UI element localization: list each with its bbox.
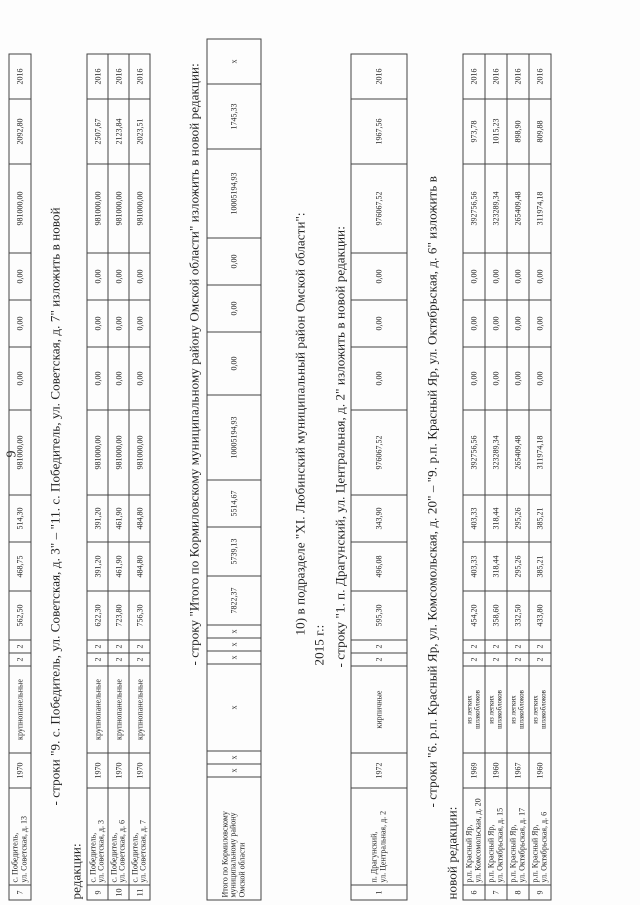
- value-cell: 496,08: [351, 542, 407, 591]
- value-cell: 2016: [351, 54, 407, 99]
- section-text-1a: - строки "9. с. Победитель, ул. Советская, д. 3" – "11. с. Победитель, ул. Советская, д. 7" изложить в новой: [47, 206, 62, 805]
- total-label-cell-line: Омской области: [236, 842, 246, 897]
- entrances-cell: 2: [463, 640, 485, 653]
- value-cell: 2016: [9, 54, 31, 99]
- section-text-3a: 10) в подразделе "XI. Любинский муниципальный район Омской области":: [292, 211, 307, 635]
- value-cell: 343,90: [351, 495, 407, 542]
- value-cell: 461,90: [108, 495, 129, 542]
- material-cell-line: шлакоблоков: [494, 689, 503, 729]
- address-cell-line: ул. Октябрьская, д. 6: [538, 811, 548, 882]
- value-cell: 981000,00: [108, 164, 129, 253]
- floors-cell: 2: [529, 653, 551, 666]
- floors-cell: 2: [129, 653, 150, 666]
- value-cell: 311974,18: [529, 164, 551, 253]
- material-cell-line: шлакоблоков: [538, 689, 547, 729]
- table-top-row: [8, 53, 31, 900]
- address-cell: [129, 788, 150, 885]
- entrances-cell: 2: [507, 640, 529, 653]
- entrances-cell: 2: [87, 640, 108, 653]
- table-row: [463, 54, 485, 900]
- address-cell-line: с. Победитель,: [108, 832, 118, 882]
- row-number: 1: [351, 885, 407, 900]
- value-cell: 392756,56: [463, 164, 485, 253]
- material-cell: крупнопанельные: [108, 666, 129, 753]
- value-cell: 0,00: [507, 347, 529, 410]
- material-cell-line: из легких: [465, 694, 474, 724]
- value-cell: 0,00: [207, 285, 261, 332]
- value-cell: 1745,33: [207, 84, 261, 149]
- value-cell: 0,00: [129, 347, 150, 410]
- address-cell: [9, 788, 31, 885]
- entrances-cell: 2: [108, 640, 129, 653]
- table-rows-9-11: [86, 53, 150, 900]
- row-number: 7: [9, 885, 31, 900]
- value-cell: 595,30: [351, 591, 407, 640]
- value-cell: 0,00: [108, 347, 129, 410]
- table-total-row: [206, 38, 261, 900]
- value-cell: 484,80: [129, 495, 150, 542]
- value-cell: 392756,56: [463, 410, 485, 495]
- table-row: [108, 54, 129, 900]
- address-cell-line: ул. Советская, д. 6: [117, 819, 126, 882]
- entrances-cell: 2: [485, 640, 507, 653]
- address-cell-line: ул. Советская, д. 3: [96, 819, 105, 882]
- table-row: [9, 54, 31, 900]
- material-cell: [463, 666, 485, 753]
- value-cell: 0,00: [129, 300, 150, 347]
- year-cell: 1970: [108, 753, 129, 788]
- material-cell-line: из легких: [531, 694, 540, 724]
- row-number: 7: [485, 885, 507, 900]
- value-cell: 0,00: [463, 300, 485, 347]
- value-cell: 981000,00: [9, 410, 31, 495]
- value-cell: 0,00: [108, 300, 129, 347]
- value-cell: 5514,67: [207, 480, 261, 527]
- value-cell: 385,21: [529, 495, 551, 542]
- value-cell: 433,80: [529, 591, 551, 640]
- material-cell-line: из легких: [509, 694, 518, 724]
- floors-cell: 2: [9, 653, 31, 666]
- value-cell: 981000,00: [129, 410, 150, 495]
- section-text-2: - строку "Итого по Кормиловскому муниципальному району Омской области" изложить в новой редакции:: [186, 62, 201, 665]
- material-cell: крупнопанельные: [129, 666, 150, 753]
- value-cell: 0,00: [507, 300, 529, 347]
- floors-cell: 2: [507, 653, 529, 666]
- address-cell-line: ул. Комсомольская, д. 20: [472, 797, 482, 882]
- total-label-cell-line: муниципальному району: [228, 811, 238, 897]
- address-cell: [485, 788, 507, 885]
- value-cell: 391,20: [87, 542, 108, 591]
- year-cell: 1972: [351, 753, 407, 788]
- material-cell: крупнопанельные: [87, 666, 108, 753]
- value-cell: 562,50: [9, 591, 31, 640]
- address-cell: [507, 788, 529, 885]
- value-cell: 391,20: [87, 495, 108, 542]
- section-text-5b: новой редакции:: [444, 806, 459, 899]
- value-cell: 0,00: [351, 253, 407, 300]
- value-cell: 1967,56: [351, 99, 407, 164]
- value-cell: 0,00: [9, 253, 31, 300]
- address-cell: [529, 788, 551, 885]
- value-cell: 0,00: [485, 253, 507, 300]
- value-cell: 0,00: [463, 347, 485, 410]
- value-cell: 0,00: [87, 253, 108, 300]
- table-row: [507, 54, 529, 900]
- table-rows-6-9: [462, 53, 551, 900]
- address-cell-line: р.п. Красный Яр,: [486, 824, 496, 882]
- year-cell: 1970: [87, 753, 108, 788]
- value-cell: 2507,67: [87, 99, 108, 164]
- value-cell: 2016: [529, 54, 551, 99]
- value-cell: 2023,51: [129, 99, 150, 164]
- value-cell: 981000,00: [87, 410, 108, 495]
- year-cell: 1970: [129, 753, 150, 788]
- value-cell: 0,00: [129, 253, 150, 300]
- value-cell: 295,26: [507, 542, 529, 591]
- address-cell-line: п. Драгунский,: [369, 831, 379, 882]
- address-cell-line: с. Победитель,: [129, 832, 139, 882]
- year-cell: 1960: [529, 753, 551, 788]
- material-cell-line: шлакоблоков: [516, 689, 525, 729]
- value-cell: 981000,00: [9, 164, 31, 253]
- value-cell: 0,00: [9, 347, 31, 410]
- value-cell: 756,30: [129, 591, 150, 640]
- row-number: 11: [129, 885, 150, 900]
- value-cell: 311974,18: [529, 410, 551, 495]
- value-cell: 0,00: [529, 253, 551, 300]
- address-cell: [108, 788, 129, 885]
- row-number: 9: [529, 885, 551, 900]
- value-cell: x: [207, 39, 261, 84]
- value-cell: 10005194,93: [207, 149, 261, 238]
- value-cell: 0,00: [351, 347, 407, 410]
- table-row: [529, 54, 551, 900]
- value-cell: 2016: [507, 54, 529, 99]
- value-cell: 2016: [108, 54, 129, 99]
- value-cell: 318,44: [485, 542, 507, 591]
- x-cell: x: [207, 751, 261, 764]
- x-cell: x: [207, 664, 261, 751]
- value-cell: 0,00: [87, 347, 108, 410]
- value-cell: 323289,34: [485, 164, 507, 253]
- value-cell: 358,60: [485, 591, 507, 640]
- value-cell: 976067,52: [351, 410, 407, 495]
- value-cell: 0,00: [108, 253, 129, 300]
- x-cell: x: [207, 638, 261, 651]
- value-cell: 981000,00: [108, 410, 129, 495]
- address-cell-line: р.п. Красный Яр,: [508, 824, 518, 882]
- value-cell: 0,00: [529, 300, 551, 347]
- total-label-cell: [207, 777, 261, 900]
- address-cell: [463, 788, 485, 885]
- value-cell: 0,00: [507, 253, 529, 300]
- value-cell: 622,30: [87, 591, 108, 640]
- entrances-cell: 2: [129, 640, 150, 653]
- address-cell-line: с. Победитель,: [87, 832, 97, 882]
- material-cell-line: из легких: [487, 694, 496, 724]
- total-label-cell-line: Итого по Кормиловскому: [219, 810, 229, 897]
- value-cell: 403,33: [463, 495, 485, 542]
- value-cell: 981000,00: [129, 164, 150, 253]
- value-cell: 514,30: [9, 495, 31, 542]
- address-cell-line: р.п. Красный Яр,: [464, 824, 474, 882]
- year-cell: 1969: [463, 753, 485, 788]
- value-cell: 323289,34: [485, 410, 507, 495]
- value-cell: 0,00: [485, 300, 507, 347]
- year-cell: 1960: [485, 753, 507, 788]
- value-cell: 981000,00: [87, 164, 108, 253]
- value-cell: 0,00: [351, 300, 407, 347]
- value-cell: 2016: [129, 54, 150, 99]
- table-row: [351, 54, 407, 900]
- address-cell-line: ул. Советская, д. 7: [138, 819, 147, 882]
- x-cell: x: [207, 625, 261, 638]
- value-cell: 265409,48: [507, 164, 529, 253]
- table-row: [87, 54, 108, 900]
- value-cell: 809,88: [529, 99, 551, 164]
- table-row: [129, 54, 150, 900]
- material-cell-line: шлакоблоков: [472, 689, 481, 729]
- table-row: [485, 54, 507, 900]
- section-text-3b: 2015 г.:: [311, 624, 326, 665]
- x-cell: x: [207, 651, 261, 664]
- value-cell: 0,00: [87, 300, 108, 347]
- entrances-cell: 2: [529, 640, 551, 653]
- value-cell: 0,00: [463, 253, 485, 300]
- x-cell: x: [207, 764, 261, 777]
- value-cell: 265409,48: [507, 410, 529, 495]
- value-cell: 332,50: [507, 591, 529, 640]
- material-cell: кирпичные: [351, 666, 407, 753]
- material-cell: [529, 666, 551, 753]
- value-cell: 403,33: [463, 542, 485, 591]
- address-cell-line: ул. Советская, д. 13: [18, 815, 28, 882]
- value-cell: 468,75: [9, 542, 31, 591]
- address-cell-line: с. Победитель,: [10, 832, 20, 882]
- row-number: 6: [463, 885, 485, 900]
- page-number: 9: [4, 450, 19, 457]
- row-number: 9: [87, 885, 108, 900]
- address-cell: [351, 788, 407, 885]
- value-cell: 2016: [463, 54, 485, 99]
- floors-cell: 2: [463, 653, 485, 666]
- value-cell: 385,21: [529, 542, 551, 591]
- value-cell: 898,90: [507, 99, 529, 164]
- entrances-cell: 2: [351, 640, 407, 653]
- value-cell: 723,80: [108, 591, 129, 640]
- address-cell-line: ул. Октябрьская, д. 15: [494, 807, 504, 882]
- entrances-cell: 2: [9, 640, 31, 653]
- material-cell: крупнопанельные: [9, 666, 31, 753]
- floors-cell: 2: [87, 653, 108, 666]
- section-text-4: - строку "1. п. Драгунский, ул. Центральная, д. 2" изложить в новой редакции:: [332, 225, 347, 667]
- value-cell: 10005194,93: [207, 395, 261, 480]
- value-cell: 2016: [485, 54, 507, 99]
- year-cell: 1970: [9, 753, 31, 788]
- row-number: 10: [108, 885, 129, 900]
- address-cell-line: р.п. Красный Яр,: [530, 824, 540, 882]
- value-cell: 5739,13: [207, 527, 261, 576]
- value-cell: 318,44: [485, 495, 507, 542]
- value-cell: 0,00: [9, 300, 31, 347]
- material-cell: [507, 666, 529, 753]
- value-cell: 0,00: [207, 332, 261, 395]
- table-dragunsky-row: [350, 53, 407, 900]
- table-row-total: [207, 39, 261, 900]
- value-cell: 0,00: [529, 347, 551, 410]
- value-cell: 1015,23: [485, 99, 507, 164]
- address-cell-line: ул. Центральная, д. 2: [377, 810, 387, 882]
- value-cell: 7822,37: [207, 576, 261, 625]
- section-text-5a: - строки "6. р.п. Красный Яр, ул. Комсомольская, д. 20" – "9. р.п. Красный Яр, ул. Октябрьская, д. 6" изложить в: [424, 175, 439, 807]
- value-cell: 0,00: [207, 238, 261, 285]
- value-cell: 461,90: [108, 542, 129, 591]
- floors-cell: 2: [485, 653, 507, 666]
- section-text-1b: редакции:: [68, 842, 83, 899]
- value-cell: 295,26: [507, 495, 529, 542]
- value-cell: 454,20: [463, 591, 485, 640]
- floors-cell: 2: [108, 653, 129, 666]
- material-cell: [485, 666, 507, 753]
- value-cell: 2092,80: [9, 99, 31, 164]
- value-cell: 0,00: [485, 347, 507, 410]
- row-number: 8: [507, 885, 529, 900]
- value-cell: 2016: [87, 54, 108, 99]
- address-cell-line: ул. Октябрьская, д. 17: [516, 807, 526, 882]
- year-cell: 1967: [507, 753, 529, 788]
- floors-cell: 2: [351, 653, 407, 666]
- value-cell: 484,80: [129, 542, 150, 591]
- value-cell: 973,78: [463, 99, 485, 164]
- value-cell: 2123,84: [108, 99, 129, 164]
- value-cell: 976067,52: [351, 164, 407, 253]
- address-cell: [87, 788, 108, 885]
